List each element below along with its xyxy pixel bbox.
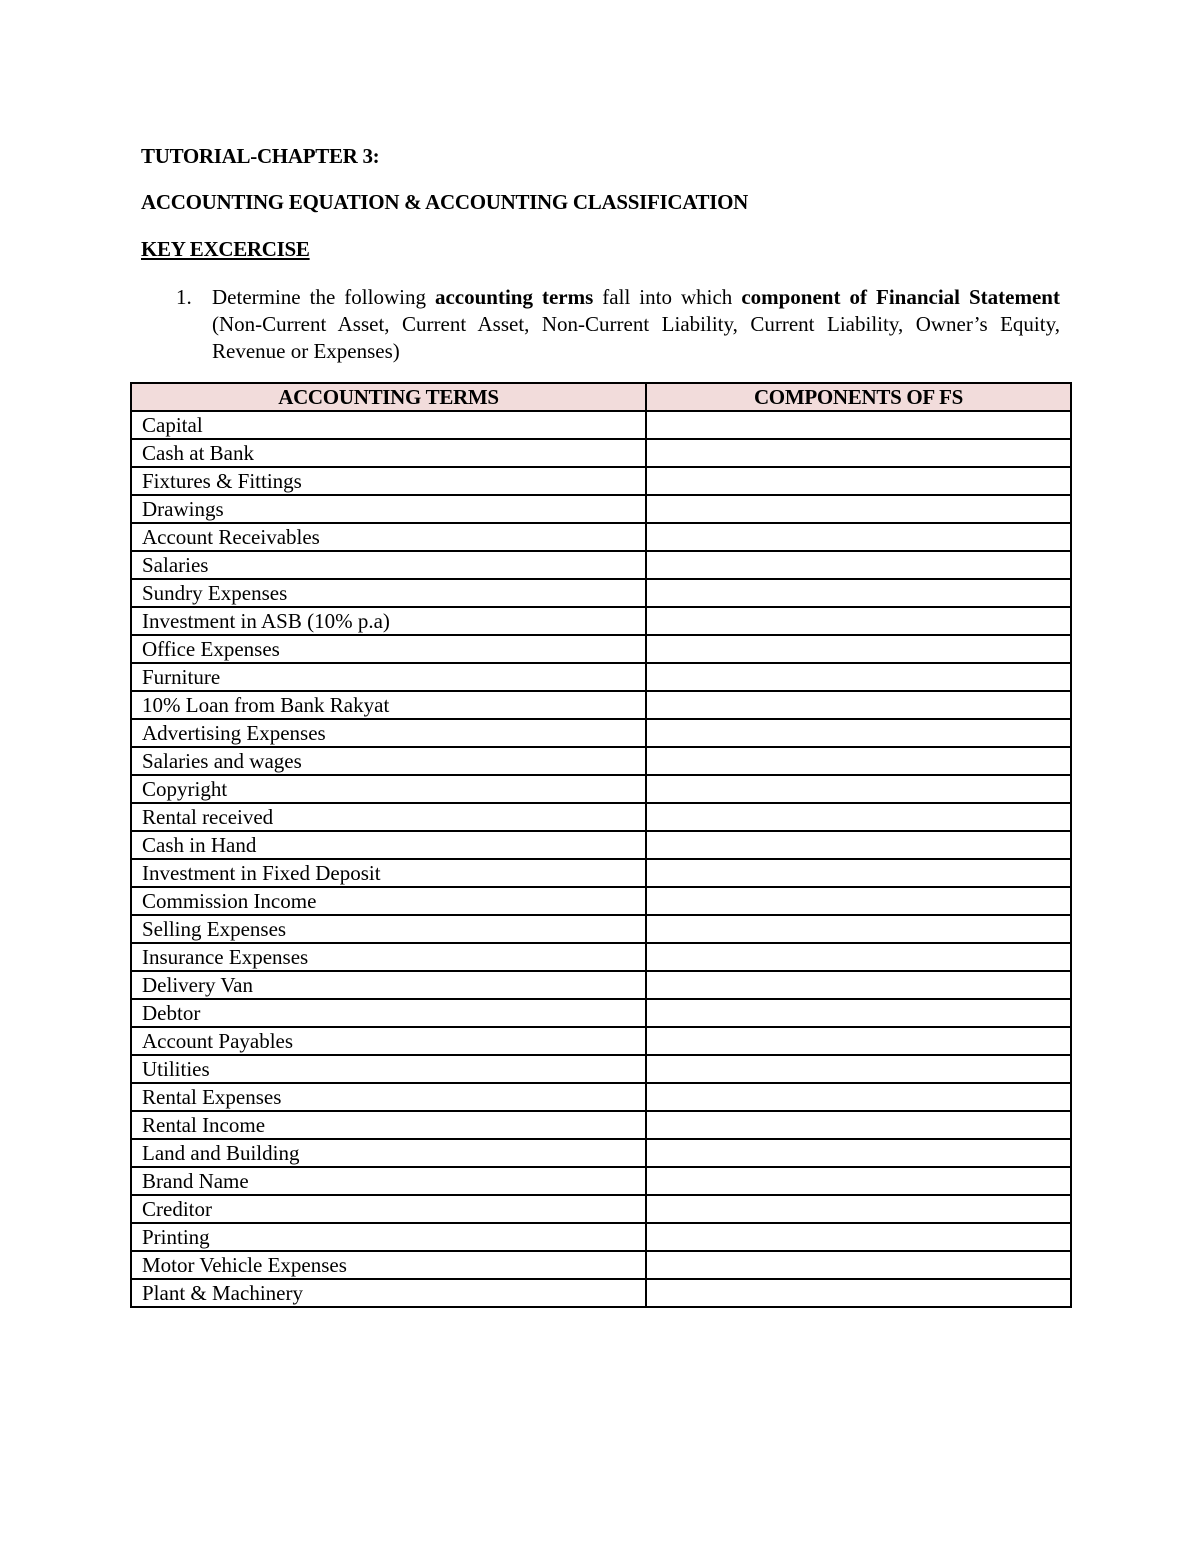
table-row	[131, 999, 1071, 1027]
accounting-term-cell: Commission Income	[131, 887, 646, 915]
component-answer-cell[interactable]	[646, 803, 1071, 831]
component-answer-cell[interactable]	[646, 1139, 1071, 1167]
accounting-term-cell: Furniture	[131, 663, 646, 691]
accounting-term-cell: Investment in Fixed Deposit	[131, 859, 646, 887]
question-number: 1.	[176, 285, 192, 309]
table-body	[131, 411, 1071, 1307]
component-answer-cell[interactable]	[646, 1195, 1071, 1223]
accounting-term-cell: Investment in ASB (10% p.a)	[131, 607, 646, 635]
accounting-term-cell: Rental Expenses	[131, 1083, 646, 1111]
component-answer-cell[interactable]	[646, 775, 1071, 803]
table-row	[131, 719, 1071, 747]
accounting-term-cell: Land and Building	[131, 1139, 646, 1167]
table-row	[131, 887, 1071, 915]
accounting-term-cell: Plant & Machinery	[131, 1279, 646, 1307]
accounting-term-cell: Office Expenses	[131, 635, 646, 663]
accounting-terms-table	[130, 382, 1072, 1308]
table-row	[131, 1279, 1071, 1307]
accounting-term-cell: Selling Expenses	[131, 915, 646, 943]
table-row	[131, 691, 1071, 719]
question-text-part3: (Non-Current Asset, Current Asset, Non-Current Liability, Current Liability, Owner’s Equity, Revenue or Expenses)	[212, 312, 1060, 363]
component-answer-cell[interactable]	[646, 551, 1071, 579]
component-answer-cell[interactable]	[646, 1055, 1071, 1083]
header-components-of-fs: COMPONENTS OF FS	[646, 383, 1071, 411]
component-answer-cell[interactable]	[646, 971, 1071, 999]
component-answer-cell[interactable]	[646, 467, 1071, 495]
table-row	[131, 579, 1071, 607]
accounting-term-cell: Rental Income	[131, 1111, 646, 1139]
accounting-term-cell: Drawings	[131, 495, 646, 523]
component-answer-cell[interactable]	[646, 1083, 1071, 1111]
table-row	[131, 859, 1071, 887]
component-answer-cell[interactable]	[646, 747, 1071, 775]
table-row	[131, 1055, 1071, 1083]
document-title: TUTORIAL-CHAPTER 3:	[141, 144, 380, 168]
header-accounting-terms: ACCOUNTING TERMS	[131, 383, 646, 411]
accounting-term-cell: Advertising Expenses	[131, 719, 646, 747]
accounting-term-cell: Rental received	[131, 803, 646, 831]
accounting-term-cell: 10% Loan from Bank Rakyat	[131, 691, 646, 719]
question-bold-accounting-terms: accounting terms	[434, 285, 594, 309]
table-row	[131, 971, 1071, 999]
accounting-term-cell: Debtor	[131, 999, 646, 1027]
accounting-term-cell: Motor Vehicle Expenses	[131, 1251, 646, 1279]
question-text-part2: fall into which	[593, 285, 742, 309]
table-row	[131, 1195, 1071, 1223]
table-row	[131, 1083, 1071, 1111]
table-row	[131, 775, 1071, 803]
component-answer-cell[interactable]	[646, 719, 1071, 747]
component-answer-cell[interactable]	[646, 635, 1071, 663]
component-answer-cell[interactable]	[646, 1167, 1071, 1195]
question-text	[212, 284, 1060, 365]
table-row	[131, 1027, 1071, 1055]
table-row	[131, 943, 1071, 971]
component-answer-cell[interactable]	[646, 1027, 1071, 1055]
table-row	[131, 663, 1071, 691]
component-answer-cell[interactable]	[646, 887, 1071, 915]
section-heading: KEY EXCERCISE	[141, 237, 310, 261]
component-answer-cell[interactable]	[646, 943, 1071, 971]
accounting-term-cell: Delivery Van	[131, 971, 646, 999]
table-row	[131, 1223, 1071, 1251]
accounting-term-cell: Salaries	[131, 551, 646, 579]
accounting-term-cell: Sundry Expenses	[131, 579, 646, 607]
table-row	[131, 915, 1071, 943]
table-row	[131, 523, 1071, 551]
table-row	[131, 607, 1071, 635]
component-answer-cell[interactable]	[646, 1223, 1071, 1251]
document-subtitle: ACCOUNTING EQUATION & ACCOUNTING CLASSIFICATION	[141, 190, 749, 214]
component-answer-cell[interactable]	[646, 915, 1071, 943]
component-answer-cell[interactable]	[646, 607, 1071, 635]
accounting-term-cell: Insurance Expenses	[131, 943, 646, 971]
table-row	[131, 551, 1071, 579]
accounting-term-cell: Printing	[131, 1223, 646, 1251]
component-answer-cell[interactable]	[646, 495, 1071, 523]
component-answer-cell[interactable]	[646, 663, 1071, 691]
table-row	[131, 1111, 1071, 1139]
accounting-term-cell: Copyright	[131, 775, 646, 803]
table-row	[131, 803, 1071, 831]
accounting-term-cell: Salaries and wages	[131, 747, 646, 775]
table-row	[131, 467, 1071, 495]
accounting-term-cell: Account Receivables	[131, 523, 646, 551]
component-answer-cell[interactable]	[646, 579, 1071, 607]
table-row	[131, 747, 1071, 775]
component-answer-cell[interactable]	[646, 1279, 1071, 1307]
accounting-term-cell: Fixtures & Fittings	[131, 467, 646, 495]
component-answer-cell[interactable]	[646, 411, 1071, 439]
question-1	[176, 284, 1060, 365]
component-answer-cell[interactable]	[646, 1251, 1071, 1279]
accounting-term-cell: Utilities	[131, 1055, 646, 1083]
table-row	[131, 1251, 1071, 1279]
accounting-term-cell: Brand Name	[131, 1167, 646, 1195]
question-text-part1: Determine the following	[212, 285, 435, 309]
accounting-term-cell: Cash at Bank	[131, 439, 646, 467]
component-answer-cell[interactable]	[646, 439, 1071, 467]
component-answer-cell[interactable]	[646, 859, 1071, 887]
accounting-term-cell: Creditor	[131, 1195, 646, 1223]
accounting-term-cell: Account Payables	[131, 1027, 646, 1055]
accounting-term-cell: Capital	[131, 411, 646, 439]
question-bold-component: component of Financial Statement	[741, 285, 1060, 309]
component-answer-cell[interactable]	[646, 1111, 1071, 1139]
table-row	[131, 1139, 1071, 1167]
component-answer-cell[interactable]	[646, 831, 1071, 859]
component-answer-cell[interactable]	[646, 523, 1071, 551]
table-row	[131, 635, 1071, 663]
table-row	[131, 439, 1071, 467]
table-row	[131, 495, 1071, 523]
component-answer-cell[interactable]	[646, 691, 1071, 719]
component-answer-cell[interactable]	[646, 999, 1071, 1027]
table-header-row	[131, 383, 1071, 411]
table-row	[131, 411, 1071, 439]
table-row	[131, 1167, 1071, 1195]
accounting-term-cell: Cash in Hand	[131, 831, 646, 859]
table-row	[131, 831, 1071, 859]
